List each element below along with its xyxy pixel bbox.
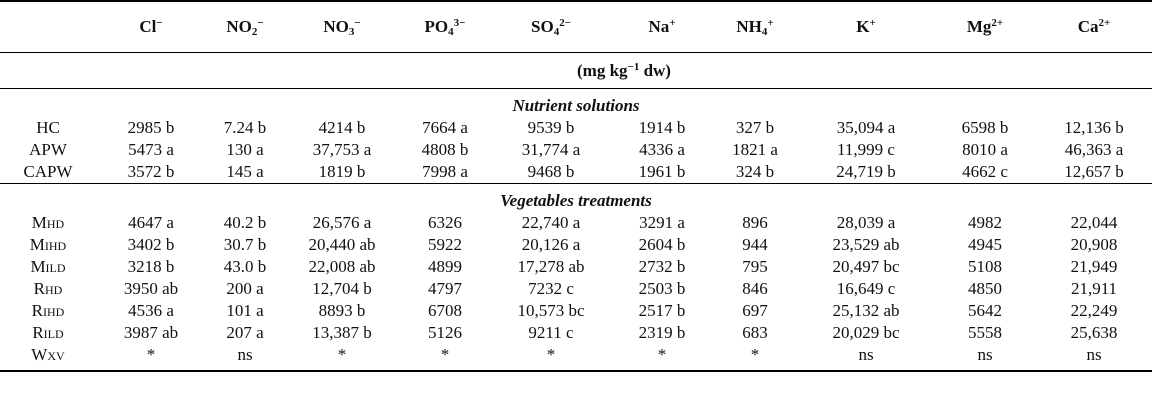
table-cell: 4536 a bbox=[128, 301, 174, 320]
table-cell: 17,278 ab bbox=[517, 257, 585, 276]
table-cell: 130 a bbox=[226, 140, 264, 159]
header-magnesium: $Mg^{2+}$ bbox=[934, 1, 1036, 53]
table-cell: 5473 a bbox=[128, 140, 174, 159]
table-cell: 697 bbox=[742, 301, 768, 320]
table-cell: 101 a bbox=[226, 301, 264, 320]
row-label: CAPW bbox=[23, 162, 73, 181]
table-cell: 944 bbox=[742, 235, 768, 254]
table-cell: 22,249 bbox=[1070, 301, 1118, 320]
table-row bbox=[0, 234, 1152, 256]
table-cell: 9539 b bbox=[527, 118, 575, 137]
table-cell: 24,719 b bbox=[836, 162, 896, 181]
table-cell: 21,949 bbox=[1070, 257, 1118, 276]
section-title: Vegetables treatments bbox=[0, 184, 1152, 213]
table-cell: 4945 bbox=[968, 235, 1002, 254]
table-cell: 8010 a bbox=[962, 140, 1008, 159]
table-cell: 1821 a bbox=[732, 140, 778, 159]
header-corner bbox=[0, 1, 96, 53]
table-cell: 846 bbox=[742, 279, 768, 298]
table-cell: * bbox=[284, 344, 400, 371]
table-cell: 5126 bbox=[428, 323, 462, 342]
table-cell: 20,440 ab bbox=[308, 235, 376, 254]
table-cell: 683 bbox=[742, 323, 768, 342]
table-cell: 4850 bbox=[968, 279, 1002, 298]
row-label: Rild bbox=[32, 323, 64, 342]
table-cell: 12,704 b bbox=[312, 279, 372, 298]
row-label: Rhd bbox=[33, 279, 63, 298]
header-nitrite: $NO_2^-$ bbox=[206, 1, 284, 53]
section-header-row bbox=[0, 184, 1152, 213]
table-cell: 4647 a bbox=[128, 213, 174, 232]
table-cell: ns bbox=[206, 344, 284, 371]
unit-header-row bbox=[0, 53, 1152, 89]
table-cell: 5108 bbox=[968, 257, 1002, 276]
table-row bbox=[0, 344, 1152, 371]
row-label: Wxv bbox=[0, 344, 96, 371]
section-header-row bbox=[0, 89, 1152, 118]
table-cell: 7232 c bbox=[528, 279, 574, 298]
table-cell: 35,094 a bbox=[836, 118, 896, 137]
table-cell: 2604 b bbox=[638, 235, 686, 254]
table-cell: 4214 b bbox=[318, 118, 366, 137]
table-cell: 43.0 b bbox=[223, 257, 267, 276]
table-cell: 2985 b bbox=[127, 118, 175, 137]
table-row bbox=[0, 212, 1152, 234]
table-cell: 22,008 ab bbox=[308, 257, 376, 276]
table-cell: 7998 a bbox=[422, 162, 468, 181]
section-title: Nutrient solutions bbox=[512, 96, 640, 115]
table-cell: 4982 bbox=[968, 213, 1002, 232]
table-cell: 3291 a bbox=[639, 213, 685, 232]
table-cell: 10,573 bc bbox=[517, 301, 585, 320]
ion-header-row bbox=[0, 1, 1152, 53]
table-cell: 6326 bbox=[428, 213, 462, 232]
table-cell: 5642 bbox=[968, 301, 1002, 320]
row-label: Rihd bbox=[31, 301, 65, 320]
table-header bbox=[0, 1, 1152, 89]
table-cell: 46,363 a bbox=[1064, 140, 1124, 159]
table-row bbox=[0, 300, 1152, 322]
table-cell: 1961 b bbox=[638, 162, 686, 181]
table-cell: 37,753 a bbox=[312, 140, 372, 159]
unit-label: (mg $kg^{-1}$ dw) bbox=[96, 53, 1152, 89]
table-cell: 3987 ab bbox=[123, 323, 179, 342]
row-label: Mihd bbox=[29, 235, 67, 254]
row-label: HC bbox=[36, 118, 60, 137]
table-cell: * bbox=[612, 344, 712, 371]
table-row bbox=[0, 139, 1152, 161]
table-row bbox=[0, 278, 1152, 300]
table-cell: 9211 c bbox=[528, 323, 574, 342]
table-row bbox=[0, 256, 1152, 278]
table-cell: 4797 bbox=[428, 279, 462, 298]
table-cell: 11,999 c bbox=[837, 140, 895, 159]
table-cell: 3950 ab bbox=[123, 279, 179, 298]
header-potassium: K+ bbox=[798, 1, 934, 53]
table-cell: 1819 b bbox=[318, 162, 366, 181]
table-cell: 4899 bbox=[428, 257, 462, 276]
table-cell: 25,638 bbox=[1070, 323, 1118, 342]
table-cell: 896 bbox=[742, 213, 768, 232]
table-cell: 6598 b bbox=[961, 118, 1009, 137]
table-cell: 40.2 b bbox=[223, 213, 267, 232]
table-cell: 4336 a bbox=[639, 140, 685, 159]
table-cell: 795 bbox=[742, 257, 768, 276]
table-cell: * bbox=[400, 344, 490, 371]
header-nitrate: $NO_3^-$ bbox=[284, 1, 400, 53]
table-cell: 20,029 bc bbox=[832, 323, 900, 342]
table-cell: 6708 bbox=[428, 301, 462, 320]
table-cell: 26,576 a bbox=[312, 213, 372, 232]
table-cell: 7.24 b bbox=[223, 118, 267, 137]
table-cell: 20,908 bbox=[1070, 235, 1118, 254]
table-cell: 207 a bbox=[226, 323, 264, 342]
header-calcium: $Ca^{2+}$ bbox=[1036, 1, 1152, 53]
table-cell: 4808 b bbox=[421, 140, 469, 159]
table-cell: 25,132 ab bbox=[832, 301, 900, 320]
table-cell: 324 b bbox=[735, 162, 775, 181]
table-cell: ns bbox=[798, 344, 934, 371]
table-cell: 20,497 bc bbox=[832, 257, 900, 276]
table-cell: 7664 a bbox=[422, 118, 468, 137]
header-chloride: Cl− bbox=[96, 1, 206, 53]
table-cell: 22,740 a bbox=[521, 213, 581, 232]
table-cell: 2503 b bbox=[638, 279, 686, 298]
table-cell: 5558 bbox=[968, 323, 1002, 342]
table-cell: 3218 b bbox=[127, 257, 175, 276]
table-cell: * bbox=[712, 344, 798, 371]
table-cell: 30.7 b bbox=[223, 235, 267, 254]
table-cell: 2732 b bbox=[638, 257, 686, 276]
table-cell: 23,529 ab bbox=[832, 235, 900, 254]
header-sulfate: $SO_4^{2-}$ bbox=[490, 1, 612, 53]
table-cell: 21,911 bbox=[1070, 279, 1118, 298]
table-cell: 1914 b bbox=[638, 118, 686, 137]
table-row bbox=[0, 161, 1152, 184]
table-cell: 2319 b bbox=[638, 323, 686, 342]
header-ammonium: $NH_4^+$ bbox=[712, 1, 798, 53]
table-cell: ns bbox=[934, 344, 1036, 371]
table-cell: 9468 b bbox=[527, 162, 575, 181]
table-cell: 16,649 c bbox=[836, 279, 896, 298]
table-cell: 3572 b bbox=[127, 162, 175, 181]
header-sodium: Na+ bbox=[612, 1, 712, 53]
unit-corner bbox=[0, 53, 96, 89]
table-row bbox=[0, 322, 1152, 344]
table-cell: 12,657 b bbox=[1064, 162, 1124, 181]
table-cell: 8893 b bbox=[318, 301, 366, 320]
table-cell: 31,774 a bbox=[521, 140, 581, 159]
table-cell: * bbox=[490, 344, 612, 371]
table-cell: 2517 b bbox=[638, 301, 686, 320]
header-phosphate: $PO_4^{3-}$ bbox=[400, 1, 490, 53]
table-cell: 20,126 a bbox=[521, 235, 581, 254]
table-cell: 200 a bbox=[226, 279, 264, 298]
table-body bbox=[0, 89, 1152, 372]
table-cell: 22,044 bbox=[1070, 213, 1118, 232]
table-cell: 28,039 a bbox=[836, 213, 896, 232]
table-cell: 5922 bbox=[428, 235, 462, 254]
row-label: APW bbox=[29, 140, 67, 159]
table-cell: 13,387 b bbox=[312, 323, 372, 342]
table-cell: * bbox=[96, 344, 206, 371]
row-label: Mhd bbox=[31, 213, 65, 232]
table-cell: 145 a bbox=[226, 162, 264, 181]
table-cell: ns bbox=[1036, 344, 1152, 371]
table-cell: 12,136 b bbox=[1064, 118, 1124, 137]
table-cell: 327 b bbox=[735, 118, 775, 137]
table-cell: 4662 c bbox=[962, 162, 1008, 181]
row-label: Mild bbox=[30, 257, 66, 276]
table-row bbox=[0, 117, 1152, 139]
table-cell: 3402 b bbox=[127, 235, 175, 254]
